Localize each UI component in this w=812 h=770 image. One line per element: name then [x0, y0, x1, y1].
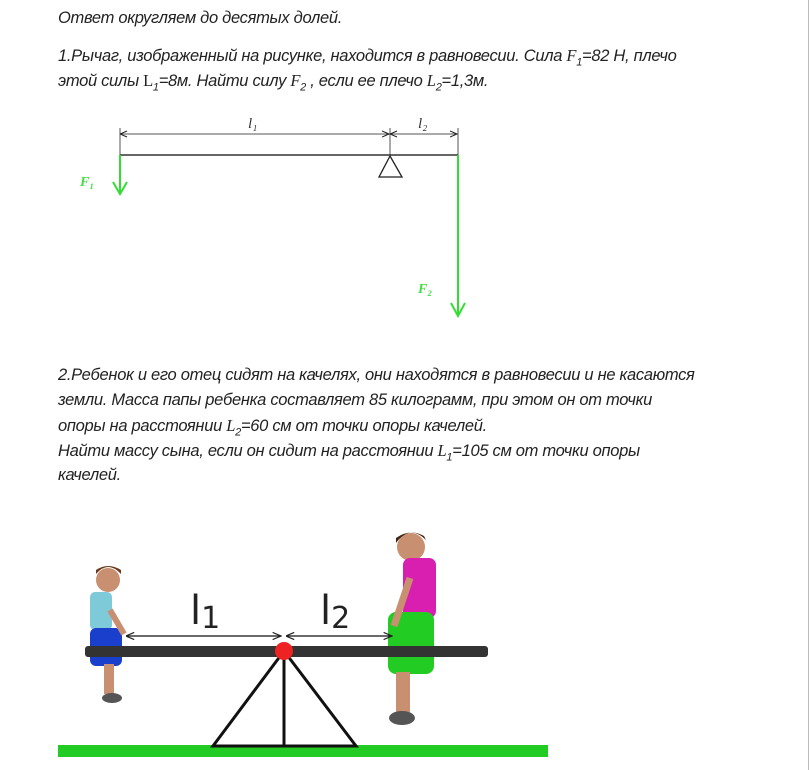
- task2-line5: качелей.: [58, 466, 121, 484]
- dimension-lines: [120, 128, 458, 155]
- task2-line3: опоры на расстоянии $L_2=60$ см от точки опоры качелей.: [58, 416, 487, 439]
- force-f2-arrow: [451, 155, 465, 316]
- task1-line1: 1.Рычаг, изображенный на рисунке, находится в равновесии. Сила $F_1=82$ Н, плечо: [58, 46, 677, 69]
- label-f1: F₁: [80, 175, 95, 190]
- task2-line1: 2.Ребенок и его отец сидят на качелях, они находятся в равновесии и не касаются: [58, 366, 695, 384]
- fulcrum-triangle: [379, 156, 402, 177]
- task1-line2: этой силы $L_1=8м$. Найти силу $F_2$ , если ее плечо $L_2=1,3м$.: [58, 71, 489, 94]
- label-seesaw-l2: l2: [320, 588, 351, 636]
- seesaw-support: [213, 651, 356, 746]
- child-figure: [90, 566, 124, 703]
- force-f1-arrow: [113, 155, 127, 194]
- label-l2: l₂: [418, 116, 428, 132]
- label-f2: F₂: [418, 282, 433, 297]
- label-l1: l₁: [248, 116, 258, 132]
- note-text: Ответ округляем до десятых долей.: [58, 9, 343, 27]
- pivot-point: [275, 642, 293, 660]
- task2-line4: Найти массу сына, если он сидит на расстоянии $L_1=105$ см от точки опоры: [58, 441, 640, 464]
- father-figure: [388, 532, 436, 725]
- task2-line2: земли. Масса папы ребенка составляет 85 килограмм, при этом он от точки: [58, 391, 653, 409]
- label-seesaw-l1: l1: [190, 588, 221, 636]
